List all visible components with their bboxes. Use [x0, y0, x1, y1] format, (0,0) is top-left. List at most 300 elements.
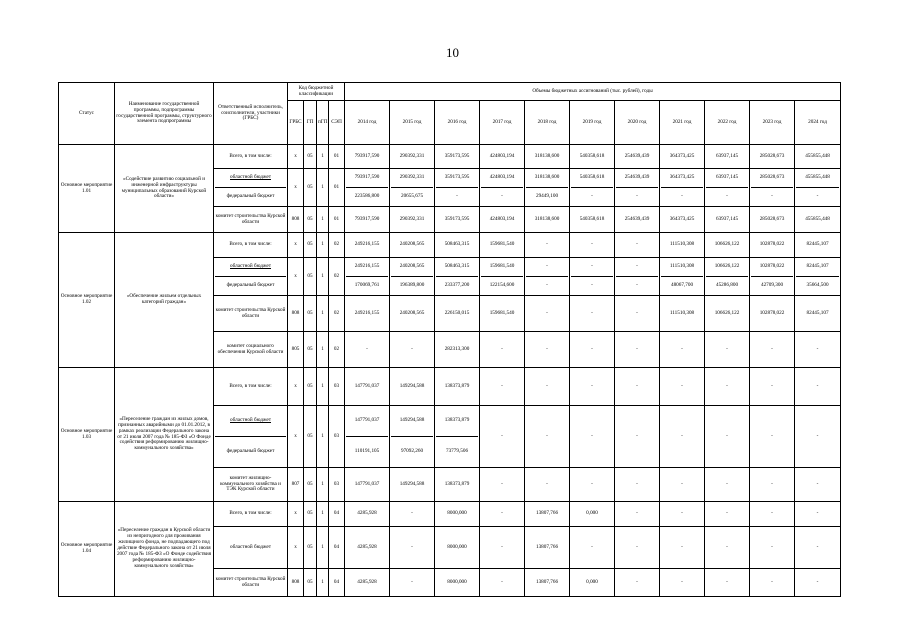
value-cell: 159681,540	[480, 296, 525, 332]
value-cell: 282313,300	[435, 332, 480, 368]
value-federal: -	[616, 276, 658, 295]
value-federal: 20655,675	[391, 187, 433, 206]
value-cell: -	[570, 332, 615, 368]
code-gp: 05	[304, 145, 317, 169]
code-grbs: х	[288, 233, 304, 258]
executor-cell: комитет строительства Курской области	[214, 296, 288, 332]
header-volumes: Объемы бюджетных ассигнований (тыс. рублей), годы	[345, 83, 841, 101]
value-cell: 4285,928	[345, 502, 390, 527]
value-cell: -	[480, 502, 525, 527]
value-cell: 8000,000	[435, 569, 480, 597]
value-regional: 106626,122	[714, 263, 740, 270]
value-cell: -	[705, 368, 750, 406]
value-federal: 48067,700	[661, 276, 703, 295]
value-cell: -	[525, 233, 570, 258]
executor-federal: федеральный бюджет	[215, 187, 286, 206]
code-csr: 01	[329, 145, 345, 169]
value-cell: -	[615, 368, 660, 406]
value-cell	[660, 258, 705, 296]
value-cell	[705, 169, 750, 207]
code-gp: 05	[304, 368, 317, 406]
value-cell: 106626,122	[705, 296, 750, 332]
value-cell	[615, 169, 660, 207]
value-split	[346, 169, 388, 206]
value-cell: 8000,000	[435, 527, 480, 569]
value-cell: -	[795, 332, 841, 368]
value-cell: 540358,618	[570, 145, 615, 169]
value-cell: -	[750, 406, 795, 468]
code-pgp: 1	[317, 332, 329, 368]
status-cell: Основное мероприятие 1.03	[59, 368, 115, 502]
value-cell	[525, 169, 570, 207]
value-regional: 285028,673	[759, 174, 785, 181]
value-cell: -	[705, 569, 750, 597]
value-cell: -	[480, 368, 525, 406]
value-cell: -	[570, 233, 615, 258]
value-cell: 240208,565	[390, 233, 435, 258]
value-cell	[615, 258, 660, 296]
table-row	[59, 145, 841, 169]
value-cell: -	[615, 332, 660, 368]
header-csr: СЭП	[329, 101, 345, 145]
header-code-group: Код бюджетной классификации	[288, 83, 345, 101]
value-cell: 359173,595	[435, 145, 480, 169]
value-federal: -	[616, 187, 658, 206]
value-cell: 455855,448	[795, 145, 841, 169]
code-pgp: 1	[317, 527, 329, 569]
executor-cell	[214, 258, 288, 296]
value-cell: -	[480, 468, 525, 502]
value-cell: -	[570, 527, 615, 569]
code-gp: 05	[304, 233, 317, 258]
code-csr: 03	[329, 468, 345, 502]
value-federal: -	[661, 187, 703, 206]
value-cell	[390, 169, 435, 207]
value-cell: 82445,107	[795, 296, 841, 332]
value-split	[346, 258, 388, 295]
value-cell: -	[750, 332, 795, 368]
code-grbs: х	[288, 169, 304, 207]
code-csr: 02	[329, 258, 345, 296]
executor-cell	[214, 406, 288, 468]
value-split	[706, 258, 748, 295]
header-year: 2016 год	[435, 101, 480, 145]
value-split	[751, 258, 793, 295]
header-year: 2019 год	[570, 101, 615, 145]
executor-cell: Всего, в том числе:	[214, 368, 288, 406]
value-cell: 63937,145	[705, 207, 750, 233]
name-cell: «Содействие развитию социальной и инженерной инфраструктуры муниципальных образований Курской области»	[115, 145, 214, 233]
header-executor: Ответственный исполнитель, соисполнители, участники (ГРБС)	[214, 83, 288, 145]
value-federal: 29449,100	[526, 187, 568, 206]
value-cell: 540358,618	[570, 207, 615, 233]
value-cell: -	[660, 368, 705, 406]
value-split	[661, 169, 703, 206]
value-cell: 4285,928	[345, 527, 390, 569]
value-cell: -	[795, 502, 841, 527]
value-cell: 424803,194	[480, 145, 525, 169]
executor-cell: комитет жилищно-коммунального хозяйства и ТЭК Курской области	[214, 468, 288, 502]
value-split	[616, 169, 658, 206]
value-cell: 149294,588	[390, 468, 435, 502]
value-regional: 455855,448	[805, 174, 830, 181]
value-split	[616, 258, 658, 295]
header-year: 2015 год	[390, 101, 435, 145]
value-split	[751, 169, 793, 206]
executor-cell: комитет строительства Курской области	[214, 207, 288, 233]
value-regional: 159681,540	[489, 263, 515, 270]
value-cell: 106626,122	[705, 233, 750, 258]
value-cell: 455855,448	[795, 207, 841, 233]
value-federal: -	[706, 187, 748, 206]
value-cell: -	[705, 502, 750, 527]
value-cell: -	[390, 569, 435, 597]
executor-split	[215, 258, 286, 295]
header-year: 2014 год	[345, 101, 390, 145]
value-cell: 285028,673	[750, 145, 795, 169]
value-regional: 63937,145	[715, 174, 739, 181]
code-gp: 05	[304, 502, 317, 527]
table-row	[59, 368, 841, 406]
value-cell: -	[660, 569, 705, 597]
value-cell	[570, 169, 615, 207]
table-body	[59, 145, 841, 597]
status-cell: Основное мероприятие 1.02	[59, 233, 115, 368]
value-regional: 249216,155	[354, 263, 380, 270]
value-cell: 82445,107	[795, 233, 841, 258]
header-year: 2018 год	[525, 101, 570, 145]
name-cell: «Переселение граждан из жилых домов, признанных аварийными до 01.01.2012, в рамках реализации Федерального закона от 21 июля 2007 года № 185-ФЗ «О Фонде содействия реформированию жилищно-коммунального хозяйства»	[115, 368, 214, 502]
code-csr: 04	[329, 569, 345, 597]
code-grbs: х	[288, 258, 304, 296]
value-split	[436, 258, 478, 295]
value-cell: -	[615, 406, 660, 468]
value-cell: 102878,022	[750, 233, 795, 258]
page-number: 10	[446, 45, 459, 60]
value-split	[391, 258, 433, 295]
value-cell	[435, 406, 480, 468]
value-cell: 226150,015	[435, 296, 480, 332]
code-grbs: 808	[288, 569, 304, 597]
value-cell: -	[660, 527, 705, 569]
value-cell: -	[480, 569, 525, 597]
value-cell	[345, 258, 390, 296]
value-split	[571, 258, 613, 295]
value-cell	[345, 169, 390, 207]
value-cell: -	[750, 368, 795, 406]
value-federal: -	[796, 187, 839, 206]
value-federal: 233377,200	[436, 276, 478, 295]
value-cell: 159681,540	[480, 233, 525, 258]
value-cell: 793917,590	[345, 145, 390, 169]
value-cell: -	[615, 233, 660, 258]
value-regional: 254639,439	[624, 174, 650, 181]
value-cell: -	[750, 468, 795, 502]
value-regional: -	[636, 263, 638, 270]
code-grbs: 805	[288, 332, 304, 368]
value-cell: -	[705, 406, 750, 468]
value-cell	[435, 258, 480, 296]
value-split	[481, 258, 523, 295]
value-cell: 254639,439	[615, 145, 660, 169]
value-federal: 42709,300	[751, 276, 793, 295]
value-cell: 290392,331	[390, 145, 435, 169]
code-csr: 02	[329, 233, 345, 258]
value-cell: -	[390, 502, 435, 527]
code-csr: 02	[329, 296, 345, 332]
value-split	[436, 169, 478, 206]
code-gp: 05	[304, 332, 317, 368]
value-cell: 0,000	[570, 502, 615, 527]
value-cell: 138373,879	[435, 368, 480, 406]
value-federal: 45286,800	[706, 276, 748, 295]
value-cell: -	[525, 332, 570, 368]
value-cell: -	[660, 468, 705, 502]
value-split	[391, 169, 433, 206]
code-pgp: 1	[317, 296, 329, 332]
value-cell: -	[795, 368, 841, 406]
code-pgp: 1	[317, 169, 329, 207]
value-regional: 359173,595	[444, 174, 470, 181]
value-federal: -	[526, 276, 568, 295]
header-gp: ГП	[304, 101, 317, 145]
value-cell: 147791,037	[345, 468, 390, 502]
value-cell: -	[660, 332, 705, 368]
header-year: 2021 год	[660, 101, 705, 145]
value-split	[436, 406, 478, 467]
code-gp: 05	[304, 527, 317, 569]
code-grbs: х	[288, 368, 304, 406]
code-pgp: 1	[317, 569, 329, 597]
value-cell: 359173,595	[435, 207, 480, 233]
value-cell: -	[750, 569, 795, 597]
value-cell: -	[525, 468, 570, 502]
header-year: 2024 год	[795, 101, 841, 145]
value-cell: 111510,308	[660, 296, 705, 332]
code-grbs: х	[288, 145, 304, 169]
value-cell: 793917,590	[345, 207, 390, 233]
value-cell: 149294,588	[390, 368, 435, 406]
executor-cell: комитет строительства Курской области	[214, 569, 288, 597]
executor-split	[215, 169, 286, 206]
code-grbs: х	[288, 527, 304, 569]
value-cell: 508463,315	[435, 233, 480, 258]
value-federal: 35664,500	[796, 276, 839, 295]
code-gp: 05	[304, 296, 317, 332]
code-csr: 01	[329, 169, 345, 207]
value-cell: -	[795, 468, 841, 502]
status-cell: Основное мероприятие 1.01	[59, 145, 115, 233]
code-pgp: 1	[317, 207, 329, 233]
code-gp: 05	[304, 207, 317, 233]
value-cell: 254639,439	[615, 207, 660, 233]
value-split	[526, 258, 568, 295]
value-cell	[750, 169, 795, 207]
header-grbs: ГРБС	[288, 101, 304, 145]
value-cell	[795, 169, 841, 207]
value-split	[346, 406, 388, 467]
value-federal: 196389,800	[391, 276, 433, 295]
executor-regional: областной бюджет	[230, 417, 271, 424]
code-gp: 05	[304, 569, 317, 597]
value-federal: -	[571, 276, 613, 295]
value-cell: 63937,145	[705, 145, 750, 169]
value-cell: 424803,194	[480, 207, 525, 233]
executor-cell: областной бюджет	[214, 527, 288, 569]
code-gp: 05	[304, 468, 317, 502]
value-cell: -	[750, 527, 795, 569]
value-regional: 138373,879	[444, 417, 470, 424]
value-cell: 318138,600	[525, 207, 570, 233]
value-federal: 73779,506	[436, 436, 478, 467]
value-split	[796, 258, 839, 295]
value-cell: -	[615, 527, 660, 569]
code-pgp: 1	[317, 145, 329, 169]
value-cell: 111510,308	[660, 233, 705, 258]
value-cell: -	[525, 368, 570, 406]
value-cell: -	[795, 406, 841, 468]
executor-regional: областной бюджет	[230, 174, 271, 181]
name-cell: «Переселение граждан в Курской области из непригодного для проживания жилищного фонда, не подпадающего под действие Федерального закона от 21 июля 2007 года № 185-ФЗ «О Фонде содействия реформированию жилищно-коммунального хозяйства»	[115, 502, 214, 597]
value-regional: 147791,037	[354, 417, 380, 424]
value-cell: -	[660, 406, 705, 468]
code-gp: 05	[304, 406, 317, 468]
value-split	[706, 169, 748, 206]
executor-cell	[214, 169, 288, 207]
value-cell	[480, 169, 525, 207]
value-cell: -	[480, 406, 525, 468]
executor-cell: Всего, в том числе:	[214, 502, 288, 527]
value-regional: 290392,331	[399, 174, 425, 181]
executor-split	[215, 406, 286, 467]
value-regional: 111510,308	[669, 263, 695, 270]
value-regional: 364373,425	[669, 174, 695, 181]
table-header	[59, 83, 841, 145]
value-cell: -	[480, 332, 525, 368]
value-regional: 240208,565	[399, 263, 425, 270]
value-cell: -	[525, 296, 570, 332]
value-cell: -	[525, 406, 570, 468]
value-cell: -	[345, 332, 390, 368]
value-split	[481, 169, 523, 206]
code-grbs: 808	[288, 296, 304, 332]
executor-cell: комитет социального обеспечения Курской области	[214, 332, 288, 368]
code-csr: 04	[329, 502, 345, 527]
header-year: 2020 год	[615, 101, 660, 145]
value-cell: -	[570, 296, 615, 332]
code-pgp: 1	[317, 233, 329, 258]
value-federal: 122154,600	[481, 276, 523, 295]
value-regional: 793917,590	[354, 174, 380, 181]
header-status: Статус	[59, 83, 115, 145]
value-regional: 424803,194	[489, 174, 515, 181]
code-gp: 05	[304, 258, 317, 296]
value-cell	[345, 406, 390, 468]
code-grbs: 808	[288, 207, 304, 233]
value-federal: -	[481, 187, 523, 206]
value-cell: -	[705, 527, 750, 569]
code-csr: 02	[329, 332, 345, 368]
value-regional: -	[591, 263, 593, 270]
code-grbs: х	[288, 502, 304, 527]
value-cell: 249216,155	[345, 296, 390, 332]
header-year: 2017 год	[480, 101, 525, 145]
value-cell: -	[390, 332, 435, 368]
value-regional: 82445,107	[806, 263, 829, 270]
table-row	[59, 233, 841, 258]
budget-table	[58, 82, 841, 597]
value-regional: 149294,588	[399, 417, 425, 424]
value-cell: 4285,928	[345, 569, 390, 597]
value-split	[391, 406, 433, 467]
value-cell: 364373,425	[660, 207, 705, 233]
code-csr: 03	[329, 368, 345, 406]
header-year: 2023 год	[750, 101, 795, 145]
value-cell: 138373,879	[435, 468, 480, 502]
code-pgp: 1	[317, 502, 329, 527]
value-cell: 318138,600	[525, 145, 570, 169]
value-cell: -	[615, 468, 660, 502]
executor-cell: Всего, в том числе:	[214, 145, 288, 169]
value-cell	[795, 258, 841, 296]
value-regional: -	[546, 263, 548, 270]
executor-federal: федеральный бюджет	[215, 436, 286, 467]
value-cell	[390, 406, 435, 468]
executor-regional: областной бюджет	[230, 263, 271, 270]
status-cell: Основное мероприятие 1.04	[59, 502, 115, 597]
value-cell: 290392,331	[390, 207, 435, 233]
value-split	[796, 169, 839, 206]
name-cell: «Обеспечение жильем отдельных категорий граждан»	[115, 233, 214, 368]
value-cell: -	[795, 569, 841, 597]
code-pgp: 1	[317, 468, 329, 502]
code-csr: 04	[329, 527, 345, 569]
value-cell: -	[750, 502, 795, 527]
value-cell	[435, 169, 480, 207]
code-pgp: 1	[317, 368, 329, 406]
value-cell	[705, 258, 750, 296]
table-row	[59, 502, 841, 527]
code-csr: 01	[329, 207, 345, 233]
value-federal: 170069,761	[346, 276, 388, 295]
value-cell: 0,000	[570, 569, 615, 597]
value-federal: 97092,260	[391, 436, 433, 467]
executor-cell: Всего, в том числе:	[214, 233, 288, 258]
value-cell	[750, 258, 795, 296]
code-pgp: 1	[317, 406, 329, 468]
value-cell	[480, 258, 525, 296]
value-cell: 249216,155	[345, 233, 390, 258]
header-pgp: пГП	[317, 101, 329, 145]
header-year: 2022 год	[705, 101, 750, 145]
value-cell	[390, 258, 435, 296]
code-grbs: х	[288, 406, 304, 468]
value-cell: -	[570, 406, 615, 468]
value-federal: -	[436, 187, 478, 206]
value-cell: -	[390, 527, 435, 569]
value-split	[526, 169, 568, 206]
header-name: Наименование государственной программы, подпрограммы государственной программы, структурного элемента подпрограммы	[115, 83, 214, 145]
value-split	[661, 258, 703, 295]
value-cell: -	[570, 368, 615, 406]
value-cell: -	[570, 468, 615, 502]
value-cell	[570, 258, 615, 296]
code-gp: 05	[304, 169, 317, 207]
value-cell: 240208,565	[390, 296, 435, 332]
value-split	[571, 169, 613, 206]
code-csr: 03	[329, 406, 345, 468]
code-grbs: 807	[288, 468, 304, 502]
